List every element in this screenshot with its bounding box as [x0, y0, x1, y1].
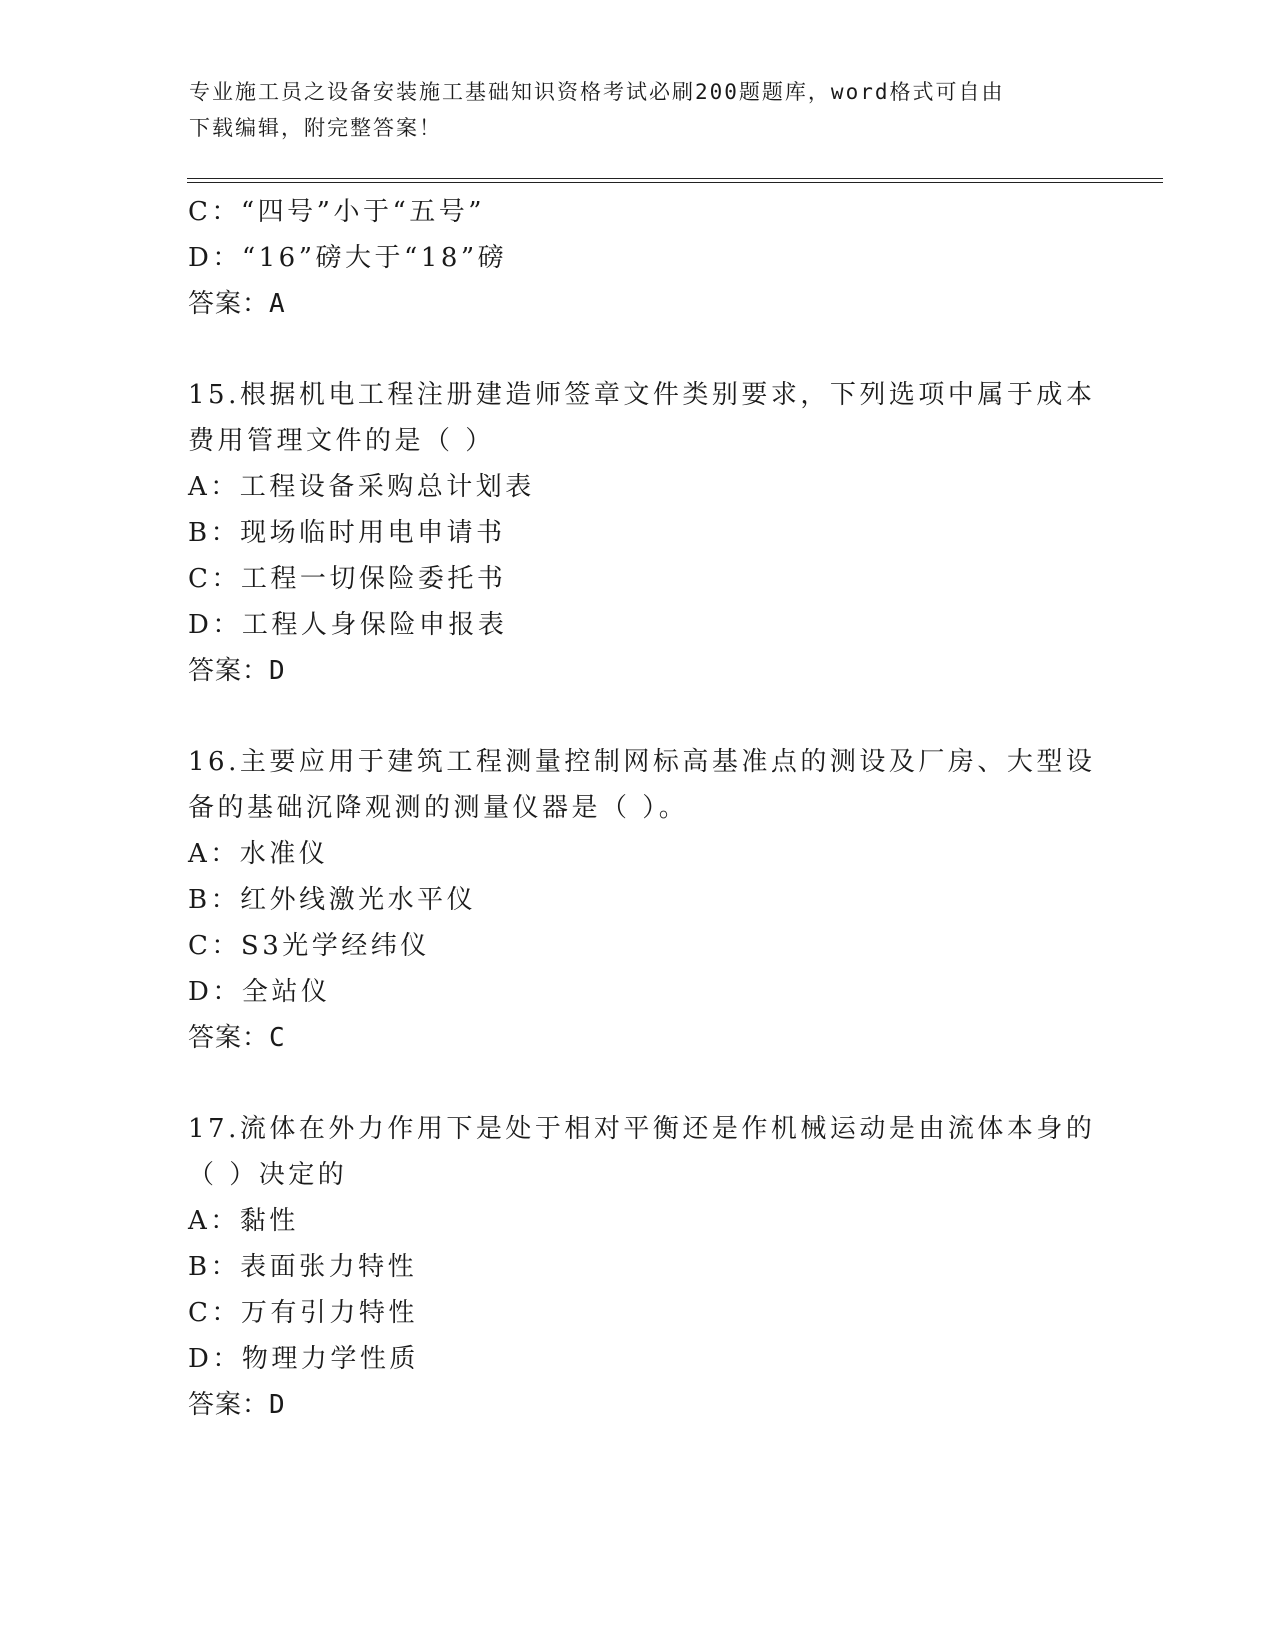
question-stem-line: （ ）决定的	[188, 1160, 348, 1190]
option-a: A：工程设备采购总计划表	[188, 472, 535, 502]
option-a: A：黏性	[188, 1206, 299, 1236]
question-stem-line: 15.根据机电工程注册建造师签章文件类别要求，下列选项中属于成本	[188, 380, 1096, 410]
option-c: C：万有引力特性	[188, 1298, 418, 1328]
question-spacer	[188, 1061, 1088, 1106]
question-stem-line: 16.主要应用于建筑工程测量控制网标高基准点的测设及厂房、大型设	[188, 747, 1096, 777]
answer-line: 答案：C	[188, 1023, 286, 1053]
question-spacer	[188, 327, 1088, 372]
question-17	[188, 1106, 1096, 1428]
question-16	[188, 739, 1096, 1061]
header-title-line-1: 专业施工员之设备安装施工基础知识资格考试必刷200题题库，word格式可自由	[189, 80, 1005, 104]
answer-line: 答案：D	[188, 1390, 286, 1420]
option-d: D：工程人身保险申报表	[188, 610, 508, 640]
option-b: B：现场临时用电申请书	[188, 518, 506, 548]
option-b: B：表面张力特性	[188, 1252, 418, 1282]
header-divider-top	[187, 178, 1163, 179]
question-stem-line: 备的基础沉降观测的测量仪器是（ ）。	[188, 793, 689, 823]
option-c: C：S3光学经纬仪	[188, 931, 430, 961]
option-c: C：“四号”小于“五号”	[188, 197, 486, 227]
question-content	[188, 189, 1096, 1428]
option-c: C：工程一切保险委托书	[188, 564, 507, 594]
header-title-line-2: 下载编辑，附完整答案！	[189, 116, 442, 140]
option-a: A：水准仪	[188, 839, 329, 869]
page-header	[189, 74, 1089, 146]
option-d: D：“16”磅大于“18”磅	[188, 243, 508, 273]
option-d: D：物理力学性质	[188, 1344, 419, 1374]
answer-line: 答案：D	[188, 656, 286, 686]
question-stem-line: 费用管理文件的是（ ）	[188, 426, 495, 456]
question-15	[188, 372, 1096, 694]
option-d: D：全站仪	[188, 977, 331, 1007]
option-b: B：红外线激光水平仪	[188, 885, 477, 915]
answer-line: 答案：A	[188, 289, 286, 319]
question-stem-line: 17.流体在外力作用下是处于相对平衡还是作机械运动是由流体本身的	[188, 1114, 1096, 1144]
previous-question-tail	[188, 189, 1088, 327]
header-divider-bottom	[187, 182, 1163, 183]
question-spacer	[188, 694, 1088, 739]
